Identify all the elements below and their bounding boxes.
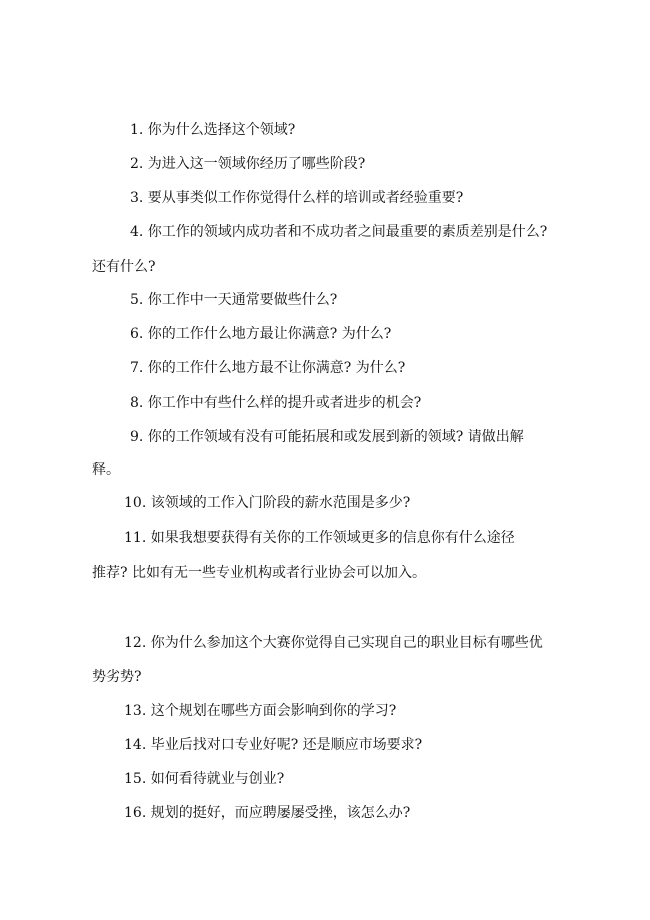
question-9-line-2: 释。	[92, 462, 120, 478]
question-9-line-1: 9. 你的工作领域有没有可能拓展和或发展到新的领域? 请做出解	[130, 429, 524, 445]
question-14: 14. 毕业后找对口专业好呢? 还是顺应市场要求?	[124, 737, 423, 753]
question-11-line-2: 推荐? 比如有无一些专业机构或者行业协会可以加入。	[92, 565, 426, 581]
question-13: 13. 这个规划在哪些方面会影响到你的学习?	[124, 703, 397, 719]
question-2: 2. 为进入这一领域你经历了哪些阶段?	[130, 156, 366, 172]
question-6: 6. 你的工作什么地方最让你满意? 为什么?	[130, 326, 392, 342]
question-1: 1. 你为什么选择这个领域?	[130, 122, 296, 138]
question-12-line-1: 12. 你为什么参加这个大赛你觉得自己实现自己的职业目标有哪些优	[124, 635, 543, 651]
question-8: 8. 你工作中有些什么样的提升或者进步的机会?	[130, 395, 422, 411]
question-10: 10. 该领域的工作入门阶段的薪水范围是多少?	[124, 495, 411, 511]
question-4-line-2: 还有什么?	[92, 259, 156, 275]
question-3: 3. 要从事类似工作你觉得什么样的培训或者经验重要?	[130, 190, 464, 206]
question-15: 15. 如何看待就业与创业?	[124, 771, 285, 787]
question-12-line-2: 势劣势?	[92, 669, 142, 685]
question-4-line-1: 4. 你工作的领域内成功者和不成功者之间最重要的素质差别是什么?	[130, 224, 548, 240]
question-5: 5. 你工作中一天通常要做些什么?	[130, 292, 338, 308]
question-11-line-1: 11. 如果我想要获得有关你的工作领域更多的信息你有什么途径	[124, 530, 515, 546]
question-16: 16. 规划的挺好，而应聘屡屡受挫，该怎么办?	[124, 805, 411, 821]
question-7: 7. 你的工作什么地方最不让你满意? 为什么?	[130, 360, 406, 376]
